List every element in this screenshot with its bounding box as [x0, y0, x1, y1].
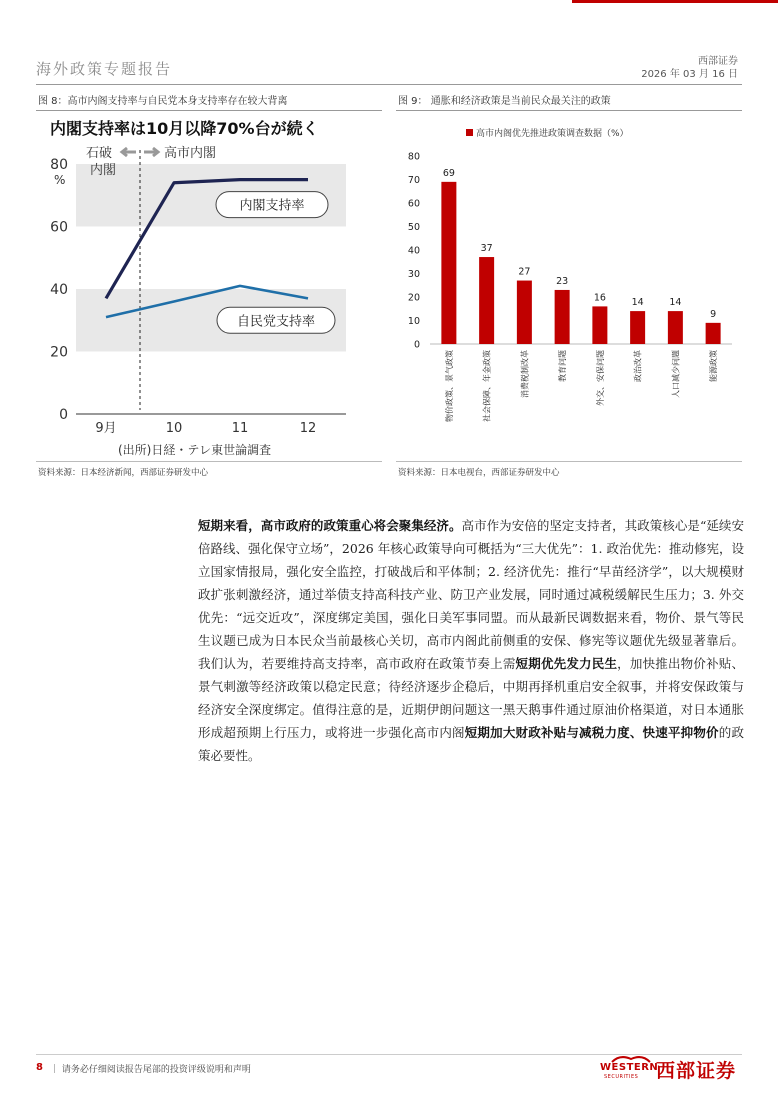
body-bold-3: 短期加大财政补贴与减税力度、快速平抑物价	[464, 725, 719, 740]
x-tick-label: 物价政策、景气政策	[444, 350, 454, 422]
fig8-title-rule	[36, 110, 382, 111]
bar-value-label: 69	[442, 167, 455, 179]
policy-priority-bar-chart	[396, 114, 742, 460]
logo-securities: SECURITIES	[604, 1074, 639, 1080]
y-tick-label: 0	[413, 339, 420, 351]
x-tick-label: 10	[165, 421, 183, 436]
chart9-x-labels	[444, 350, 718, 422]
cabinet-approval-line-chart	[36, 114, 366, 460]
chart8-divider-left-label-line2: 内閣	[90, 163, 117, 178]
y-tick-label: 20	[407, 292, 420, 304]
bar	[630, 311, 645, 344]
y-tick-label: 80	[407, 151, 420, 163]
page-number: 8	[36, 1062, 43, 1073]
y-tick-label: 60	[50, 219, 68, 236]
body-bold-2: 短期优先发力民生	[515, 656, 618, 671]
series-label: 自民党支持率	[236, 314, 316, 330]
x-tick-label: 能源政策	[709, 350, 719, 382]
x-tick-label: 政治改革	[633, 350, 643, 382]
fig9-source: 资料来源：日本电视台，西部证券研发中心	[398, 468, 560, 478]
fig8-source-rule	[36, 461, 382, 462]
body-lead-bold: 短期来看，高市政府的政策重心将会聚集经济。	[198, 518, 462, 533]
x-tick-label: 教育问题	[558, 350, 568, 382]
bar	[441, 182, 456, 344]
x-tick-label: 外交、安保问题	[595, 350, 605, 406]
chart8-unit-label: %	[54, 173, 66, 187]
chart8-divider-right-label: 高市内閣	[164, 146, 217, 161]
x-tick-label: 消费税制改革	[520, 350, 530, 398]
bar-value-label: 9	[710, 308, 717, 320]
x-tick-label: 9月	[95, 421, 117, 436]
bar-value-label: 14	[631, 297, 644, 309]
y-tick-label: 20	[50, 344, 68, 361]
x-tick-label: 社会保障、年金政策	[482, 350, 492, 422]
y-tick-label: 40	[50, 282, 68, 298]
left-arrow-icon	[122, 148, 136, 156]
footer-disclaimer: ｜ 请务必仔细阅读报告尾部的投资评级说明和声明	[50, 1065, 251, 1075]
body-text-c: 的政策必要性。	[198, 725, 744, 763]
chart9-legend: 高市内阁优先推进政策调查数据（%）	[476, 129, 629, 139]
bar-value-label: 16	[593, 292, 606, 304]
header-date: 2026 年 03 月 16 日	[641, 69, 738, 80]
header-divider	[36, 84, 742, 85]
y-tick-label: 50	[407, 222, 420, 233]
series-label: 内閣支持率	[239, 198, 305, 214]
bar	[706, 323, 721, 344]
x-tick-label: 人口减少问题	[671, 350, 681, 398]
logo-chinese: 西部证券	[656, 1060, 737, 1082]
fig9-source-rule	[396, 461, 742, 462]
y-tick-label: 70	[407, 175, 420, 186]
fig9-title: 图 9： 通胀和经济政策是当前民众最关注的政策	[398, 96, 611, 107]
top-accent-bar	[572, 0, 778, 3]
x-tick-label: 12	[299, 421, 317, 436]
header-company: 西部证券	[698, 56, 738, 67]
y-tick-label: 0	[59, 407, 68, 423]
chart9-bars	[441, 168, 720, 344]
body-paragraph	[198, 514, 744, 767]
chart8-source-note: (出所)日経・テレ東世論調査	[118, 443, 272, 457]
y-tick-label: 60	[407, 198, 420, 210]
bar-value-label: 23	[556, 275, 569, 287]
chart8-x-ticks	[95, 421, 316, 436]
fig8-title: 图 8：高市内阁支持率与自民党本身支持率存在较大背离	[38, 96, 288, 107]
y-tick-label: 40	[407, 245, 420, 257]
chart8-series-labels	[216, 192, 335, 334]
bar	[555, 290, 570, 344]
bar	[592, 306, 607, 344]
chart8-y-ticks	[50, 157, 68, 423]
y-tick-label: 30	[407, 269, 420, 280]
fig8-source: 资料来源：日本经济新闻，西部证券研发中心	[38, 468, 209, 478]
chart9-y-ticks	[408, 152, 732, 351]
bar	[479, 257, 494, 344]
bar	[668, 311, 683, 344]
fig9-title-rule	[396, 110, 742, 111]
x-tick-label: 11	[231, 421, 249, 436]
chart8-title: 内閣支持率は10月以降70%台が続く	[50, 119, 319, 138]
chart8-divider-left-label: 石破	[86, 146, 113, 161]
body-text-b: ，加快推出物价补贴、景气刺激等经济政策以稳定民意；待经济逐步企稳后，中期再择机重启安全叙事，并将安保政策与经济安全深度绑定。值得注意的是，近期伊朗问题这一黑天鹅事件通过原油价格渠道，对日本通胀形成超预期上行压力，或将进一步强化高市内阁	[198, 656, 744, 740]
y-tick-label: 80	[50, 157, 68, 173]
bar-value-label: 14	[669, 297, 682, 309]
body-text-a: 高市作为安倍的坚定支持者，其政策核心是“延续安倍路线、强化保守立场”，2026 年核心政策导向可概括为“三大优先”：1. 政治优先：推动修宪，设立国家情报局，强化安全监控，打破战后和平体制；2. 经济优先：推行“早苗经济学”，以大规模财政扩张刺激经济，通过举债支持高科技产业、防卫产业发展，同时通过减税缓解民生压力；3. 外交优先：“远交近攻”，深度绑定美国，强化日美军事同盟。而从最新民调数据来看，物价、景气等民生议题已成为日本民众当前最核心关切，高市内阁此前侧重的安保、修宪等议题优先级显著靠后。我们认为，若要维持高支持率，高市政府在政策节奏上需	[198, 518, 744, 671]
right-arrow-icon	[144, 148, 158, 156]
bar-value-label: 37	[480, 243, 493, 255]
legend-swatch	[466, 129, 473, 136]
bar-value-label: 27	[518, 266, 531, 278]
report-type: 海外政策专题报告	[36, 60, 173, 78]
bar	[517, 281, 532, 344]
y-tick-label: 10	[407, 316, 420, 327]
logo-western: WESTERN	[600, 1062, 659, 1073]
